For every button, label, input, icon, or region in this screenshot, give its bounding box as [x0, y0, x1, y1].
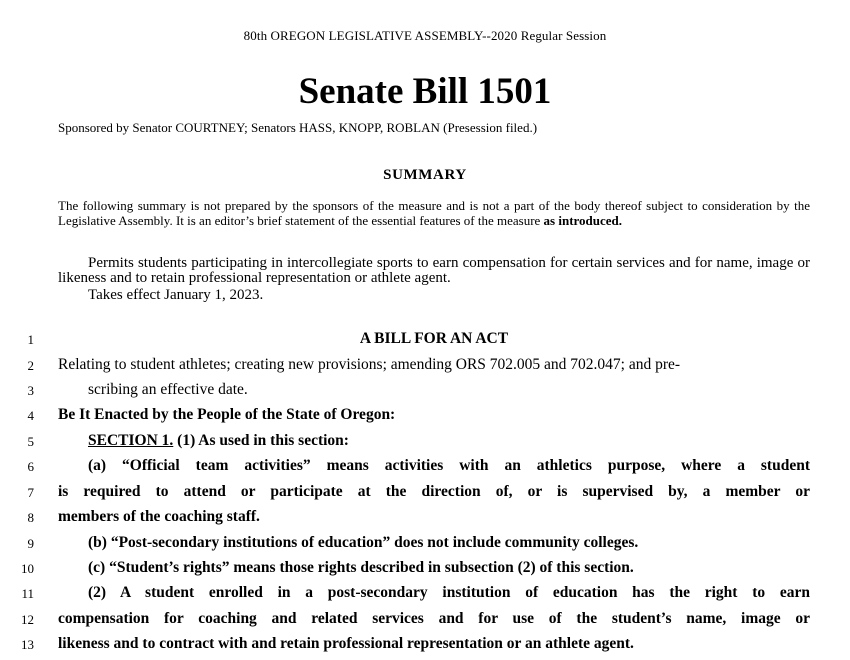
line-text: (a) “Official team activities” means activities with an athletics purpose, where a student: [88, 457, 810, 474]
line-number: 6: [27, 459, 34, 474]
line-number: 12: [21, 612, 34, 627]
bill-line: [0, 483, 850, 507]
line-number: 4: [27, 408, 34, 423]
bill-title: Senate Bill 1501: [298, 71, 552, 112]
bill-line: [0, 406, 850, 430]
summary-heading: SUMMARY: [383, 167, 467, 183]
section-label: SECTION 1.: [88, 432, 174, 449]
bill-line: [0, 508, 850, 532]
bill-line: [0, 534, 850, 558]
line-number: 7: [27, 485, 34, 500]
line-text: (b) “Post-secondary institutions of education” does not include community colleges.: [88, 534, 639, 551]
sponsors-line: Sponsored by Senator COURTNEY; Senators HASS, KNOPP, ROBLAN (Presession filed.): [58, 120, 538, 135]
summary-intro-bold: as introduced.: [543, 213, 623, 228]
bill-line: [0, 610, 850, 634]
line-text: likeness and to contract with and retain professional representation or an athlete agent.: [58, 635, 634, 652]
line-text: compensation for coaching and related services and for use of the student’s name, image or: [58, 610, 810, 627]
summary-text: Permits students participating in intercollegiate sports to earn compensation for certain services and for name, image or likeness and to retain professional representation or athlete agent.: [58, 255, 810, 286]
line-number: 13: [21, 637, 34, 652]
line-text: (2) A student enrolled in a post-secondary institution of education has the right to earn: [88, 584, 810, 601]
line-text: A BILL FOR AN ACT: [359, 330, 509, 347]
line-text: scribing an effective date.: [88, 381, 248, 398]
bill-line: [0, 559, 850, 583]
line-number: 8: [27, 510, 34, 525]
line-number: 3: [27, 383, 34, 398]
session-header: 80th OREGON LEGISLATIVE ASSEMBLY--2020 Regular Session: [243, 28, 607, 43]
line-number: 11: [21, 586, 34, 601]
line-number: 2: [27, 358, 34, 373]
bill-line: [0, 457, 850, 481]
bill-line: [0, 381, 850, 405]
section-text: (1) As used in this section:: [173, 432, 349, 449]
line-text: (c) “Student’s rights” means those rights described in subsection (2) of this section.: [88, 559, 634, 576]
bill-line: [0, 330, 850, 354]
line-number: 9: [27, 536, 34, 551]
line-number: 1: [27, 332, 34, 347]
line-text: Relating to student athletes; creating new provisions; amending ORS 702.005 and 702.047; and pre-: [58, 356, 681, 373]
line-number: 10: [21, 561, 34, 576]
effective-date: Takes effect January 1, 2023.: [88, 287, 264, 303]
line-text: [88, 432, 810, 450]
bill-line: [0, 584, 850, 608]
bill-line: [0, 356, 850, 380]
bill-line: [0, 432, 850, 456]
line-text: Be It Enacted by the People of the State of Oregon:: [58, 406, 396, 423]
line-text: is required to attend or participate at the direction of, or is supervised by, a member or: [58, 483, 810, 500]
line-number: 5: [27, 434, 34, 449]
bill-line: [0, 635, 850, 659]
summary-intro-text: The following summary is not prepared by the sponsors of the measure and is not a part of the body thereof subject to consideration by the Legislative Assembly. It is an editor’s brief statement of the essential features of the measure: [58, 198, 810, 228]
line-text: members of the coaching staff.: [58, 508, 260, 525]
summary-intro: [58, 198, 810, 228]
